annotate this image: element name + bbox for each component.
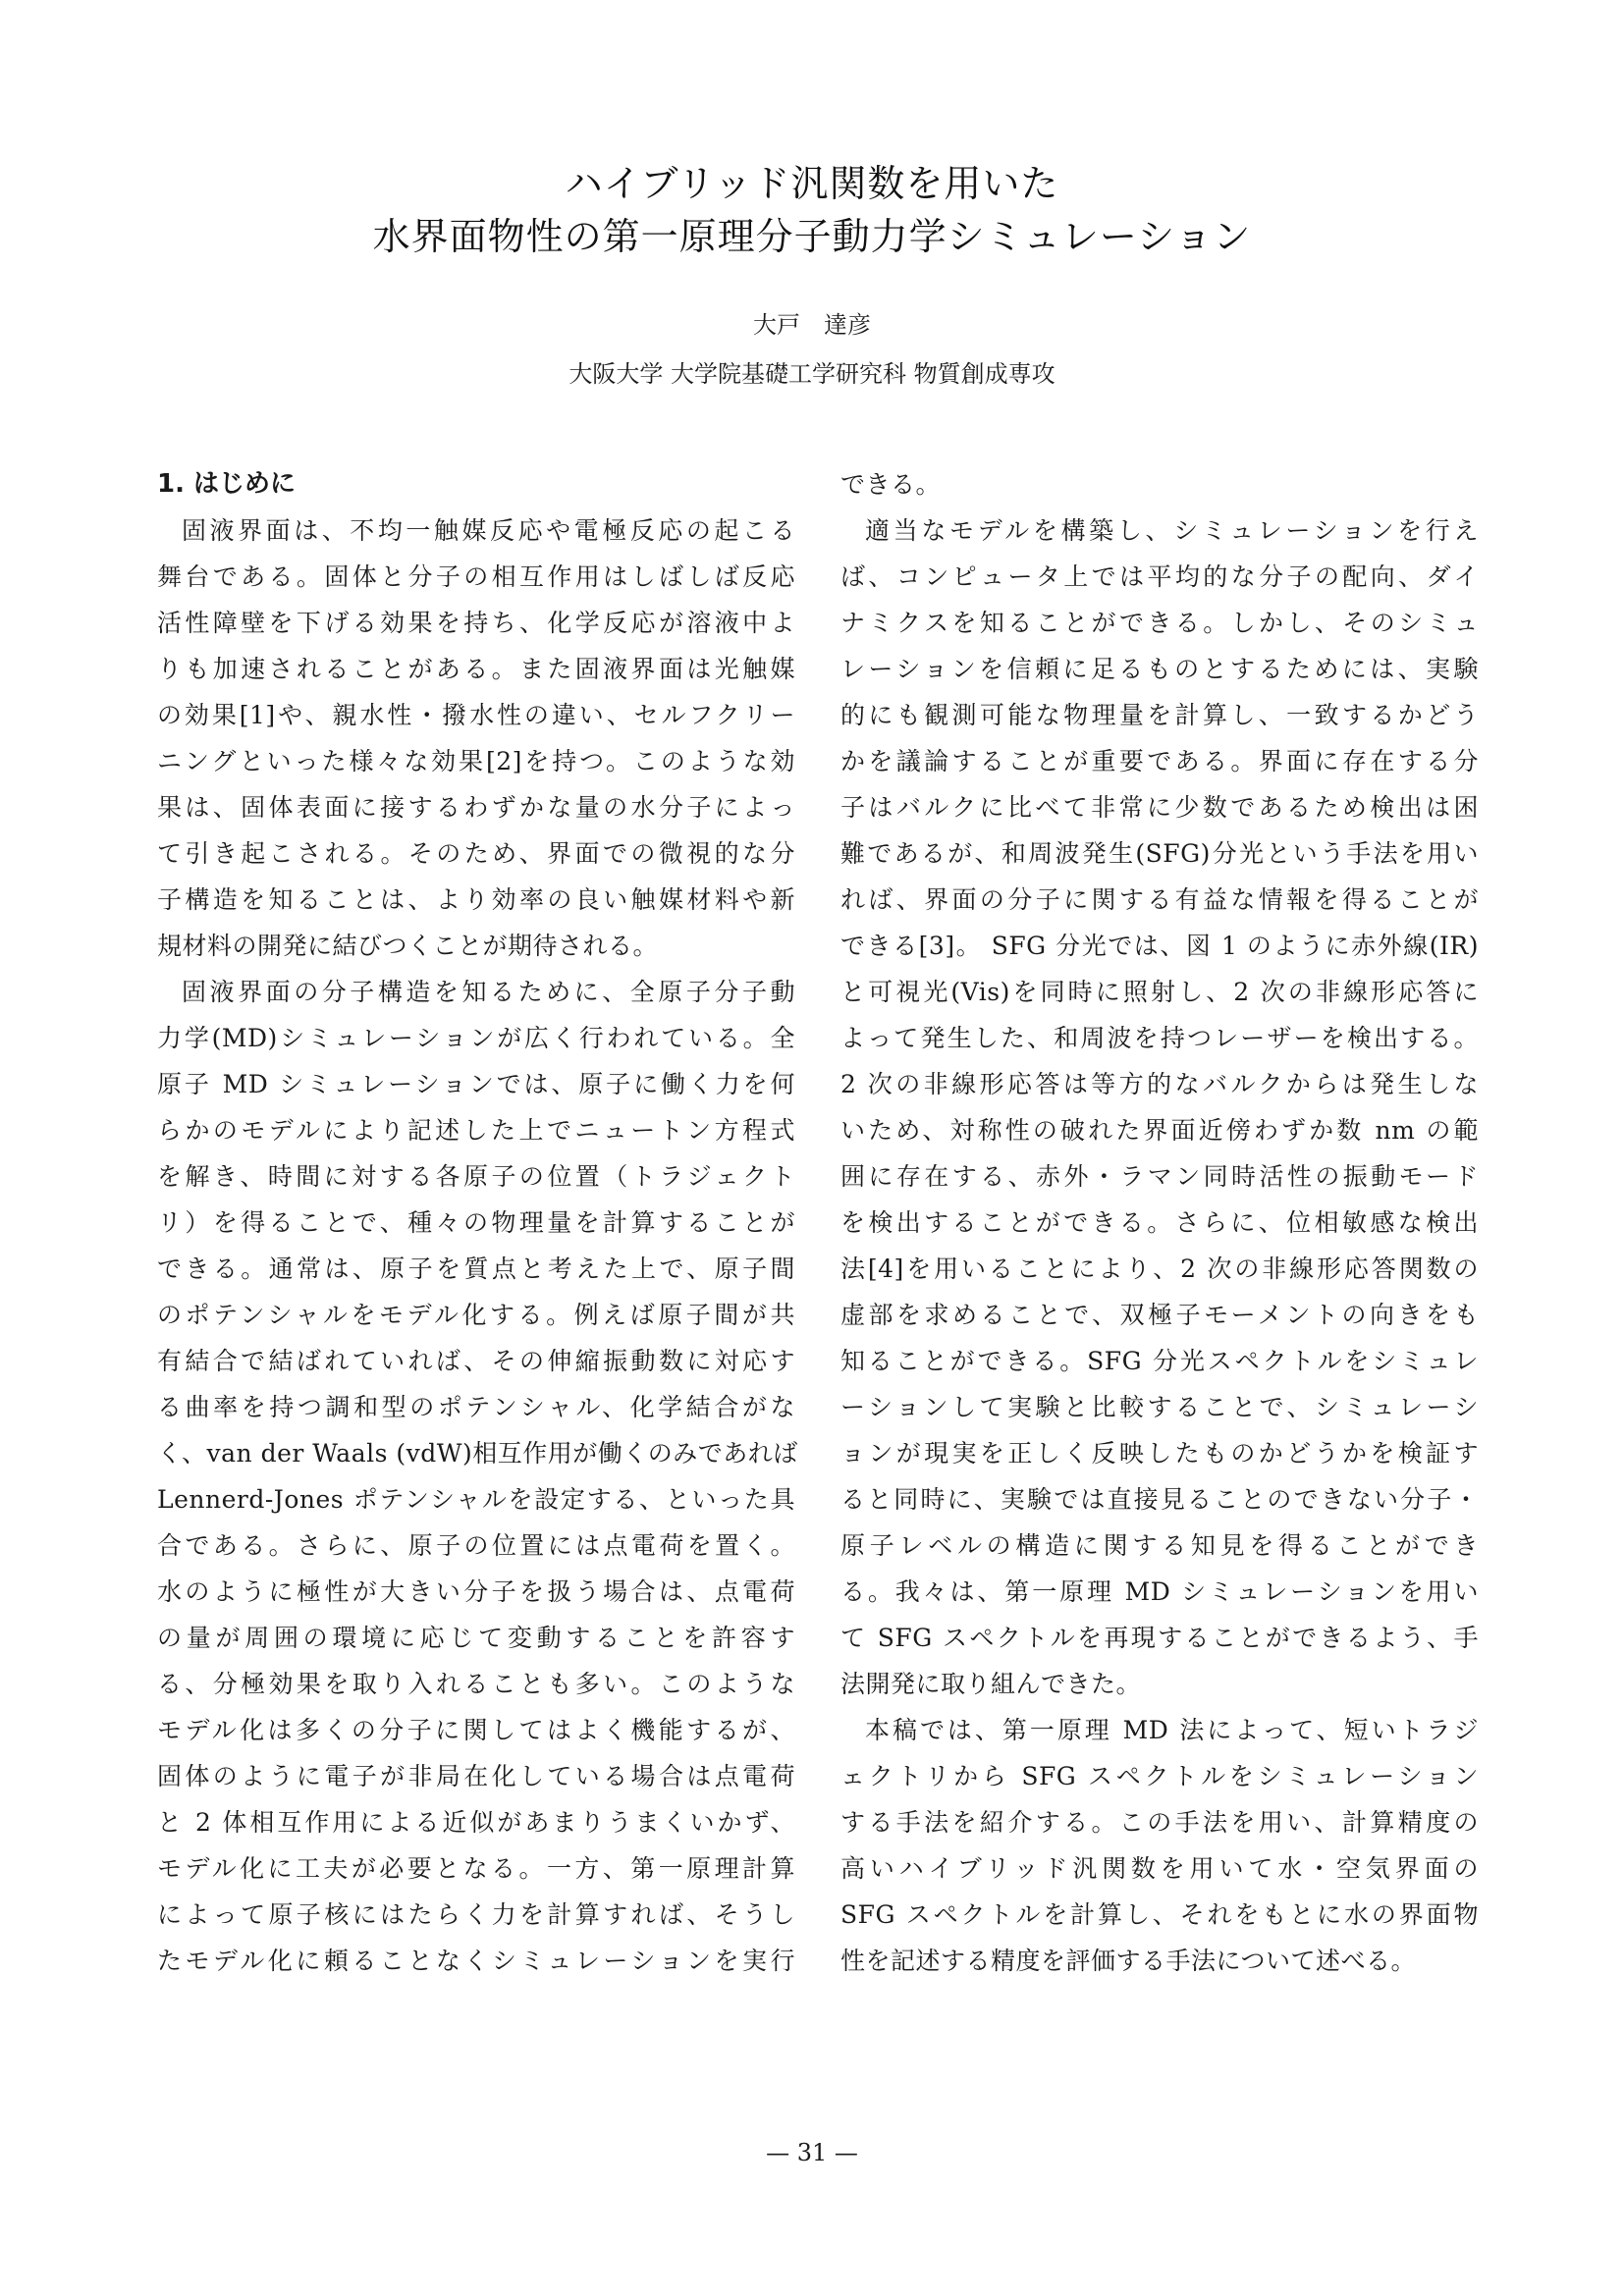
right-column xyxy=(840,461,1479,1984)
text-line: と 2 体相互作用による近似があまりうまくいかず、 xyxy=(157,1808,795,1837)
text-line: 子はバルクに比べて非常に少数であるため検出は困 xyxy=(840,793,1479,822)
text-line: ェクトリから SFG スペクトルをシミュレーション xyxy=(840,1762,1479,1790)
text-line: 果は、固体表面に接するわずかな量の水分子によっ xyxy=(157,793,795,822)
text-line: 適当なモデルを構築し、シミュレーションを行え xyxy=(865,516,1479,545)
text-line: ョンが現実を正しく反映したものかどうかを検証す xyxy=(840,1439,1479,1468)
text-line: ーションして実験と比較することで、シミュレーシ xyxy=(840,1393,1479,1421)
text-line: 原子レベルの構造に関する知見を得ることができ xyxy=(840,1531,1479,1560)
text-line: 知ることができる。SFG 分光スペクトルをシミュレ xyxy=(840,1347,1479,1375)
text-line: く、van der Waals (vdW)相互作用が働くのみであれば xyxy=(157,1439,798,1468)
author-name: 大戸 達彦 xyxy=(753,311,871,339)
text-line: 有結合で結ばれていれば、その伸縮振動数に対応す xyxy=(157,1347,795,1375)
text-line: ると同時に、実験では直接見ることのできない分子・ xyxy=(840,1485,1479,1514)
text-line: 水のように極性が大きい分子を扱う場合は、点電荷 xyxy=(157,1577,795,1606)
text-line: 活性障壁を下げる効果を持ち、化学反応が溶液中よ xyxy=(157,609,795,637)
left-column-body xyxy=(157,507,798,1984)
text-line: 難であるが、和周波発生(SFG)分光という手法を用い xyxy=(840,839,1479,868)
text-line: と可視光(Vis)を同時に照射し、2 次の非線形応答に xyxy=(840,978,1479,1006)
text-line: 固体のように電子が非局在化している場合は点電荷 xyxy=(157,1762,795,1790)
section-heading: 1. はじめに xyxy=(157,469,297,499)
text-line: 高いハイブリッド汎関数を用いて水・空気界面の xyxy=(840,1854,1479,1883)
text-line: モデル化は多くの分子に関してはよく機能するが、 xyxy=(157,1716,795,1744)
text-line: らかのモデルにより記述した上でニュートン方程式 xyxy=(157,1116,795,1145)
right-column-body xyxy=(840,461,1479,1984)
text-line: レーションを信頼に足るものとするためには、実験 xyxy=(840,655,1479,683)
text-line: 法[4]を用いることにより、2 次の非線形応答関数の xyxy=(840,1255,1479,1283)
text-line: る。我々は、第一原理 MD シミュレーションを用い xyxy=(840,1577,1479,1606)
text-line: かを議論することが重要である。界面に存在する分 xyxy=(840,747,1479,775)
page-number: — 31 — xyxy=(766,2139,858,2166)
text-line: できる[3]。 SFG 分光では、図 1 のように赤外線(IR) xyxy=(840,932,1479,960)
paper-title xyxy=(0,157,1624,263)
text-line: の量が周囲の環境に応じて変動することを許容す xyxy=(157,1624,795,1652)
text-line: の効果[1]や、親水性・撥水性の違い、セルフクリー xyxy=(157,701,795,729)
text-line: る、分極効果を取り入れることも多い。このような xyxy=(157,1670,795,1698)
text-line: 虚部を求めることで、双極子モーメントの向きをも xyxy=(840,1301,1479,1329)
text-line: 固液界面の分子構造を知るために、全原子分子動 xyxy=(182,978,795,1006)
text-line: 囲に存在する、赤外・ラマン同時活性の振動モード xyxy=(840,1162,1479,1191)
text-line: Lennerd-Jones ポテンシャルを設定する、といった具 xyxy=(157,1485,795,1514)
text-line: 力学(MD)シミュレーションが広く行われている。全 xyxy=(157,1024,795,1052)
text-line: 合である。さらに、原子の位置には点電荷を置く。 xyxy=(157,1531,795,1560)
text-line: ニングといった様々な効果[2]を持つ。このような効 xyxy=(157,747,795,775)
author-affiliation: 大阪大学 大学院基礎工学研究科 物質創成専攻 xyxy=(568,360,1056,388)
text-line: 法開発に取り組んできた。 xyxy=(840,1670,1142,1698)
text-line: て SFG スペクトルを再現することができるよう、手 xyxy=(840,1624,1479,1652)
text-line: る曲率を持つ調和型のポテンシャル、化学結合がな xyxy=(157,1393,795,1421)
text-line: を解き、時間に対する各原子の位置（トラジェクト xyxy=(157,1162,795,1191)
text-line: ナミクスを知ることができる。しかし、そのシミュ xyxy=(840,609,1479,637)
text-line: いため、対称性の破れた界面近傍わずか数 nm の範 xyxy=(840,1116,1479,1145)
text-line: 舞台である。固体と分子の相互作用はしばしば反応 xyxy=(157,562,795,591)
text-line: 本稿では、第一原理 MD 法によって、短いトラジ xyxy=(865,1716,1479,1744)
text-line: を検出することができる。さらに、位相敏感な検出 xyxy=(840,1208,1479,1237)
text-line: 固液界面は、不均一触媒反応や電極反応の起こる xyxy=(182,516,795,545)
text-line: 性を記述する精度を評価する手法について述べる。 xyxy=(840,1947,1417,1975)
text-line: たモデル化に頼ることなくシミュレーションを実行 xyxy=(157,1947,795,1975)
text-line: 2 次の非線形応答は等方的なバルクからは発生しな xyxy=(840,1070,1479,1098)
text-line: できる。通常は、原子を質点と考えた上で、原子間 xyxy=(157,1255,795,1283)
text-line: 原子 MD シミュレーションでは、原子に働く力を何 xyxy=(157,1070,795,1098)
text-line: する手法を紹介する。この手法を用い、計算精度の xyxy=(840,1808,1479,1837)
text-line: モデル化に工夫が必要となる。一方、第一原理計算 xyxy=(157,1854,795,1883)
text-line: 的にも観測可能な物理量を計算し、一致するかどう xyxy=(840,701,1479,729)
text-line: 規材料の開発に結びつくことが期待される。 xyxy=(157,932,659,960)
text-line: リ）を得ることで、種々の物理量を計算することが xyxy=(157,1208,795,1237)
title-line-2: 水界面物性の第一原理分子動力学シミュレーション xyxy=(372,215,1252,258)
text-line: SFG スペクトルを計算し、それをもとに水の界面物 xyxy=(840,1900,1479,1929)
text-line: よって発生した、和周波を持つレーザーを検出する。 xyxy=(840,1024,1479,1052)
text-line: によって原子核にはたらく力を計算すれば、そうし xyxy=(157,1900,795,1929)
text-line: ば、コンピュータ上では平均的な分子の配向、ダイ xyxy=(840,562,1479,591)
text-line: のポテンシャルをモデル化する。例えば原子間が共 xyxy=(157,1301,795,1329)
text-line: りも加速されることがある。また固液界面は光触媒 xyxy=(157,655,795,683)
text-line: できる。 xyxy=(840,470,942,499)
text-line: れば、界面の分子に関する有益な情報を得ることが xyxy=(840,885,1479,914)
text-line: て引き起こされる。そのため、界面での微視的な分 xyxy=(157,839,795,868)
left-column xyxy=(157,461,798,1984)
title-line-1: ハイブリッド汎関数を用いた xyxy=(565,162,1059,205)
text-line: 子構造を知ることは、より効率の良い触媒材料や新 xyxy=(157,885,795,914)
